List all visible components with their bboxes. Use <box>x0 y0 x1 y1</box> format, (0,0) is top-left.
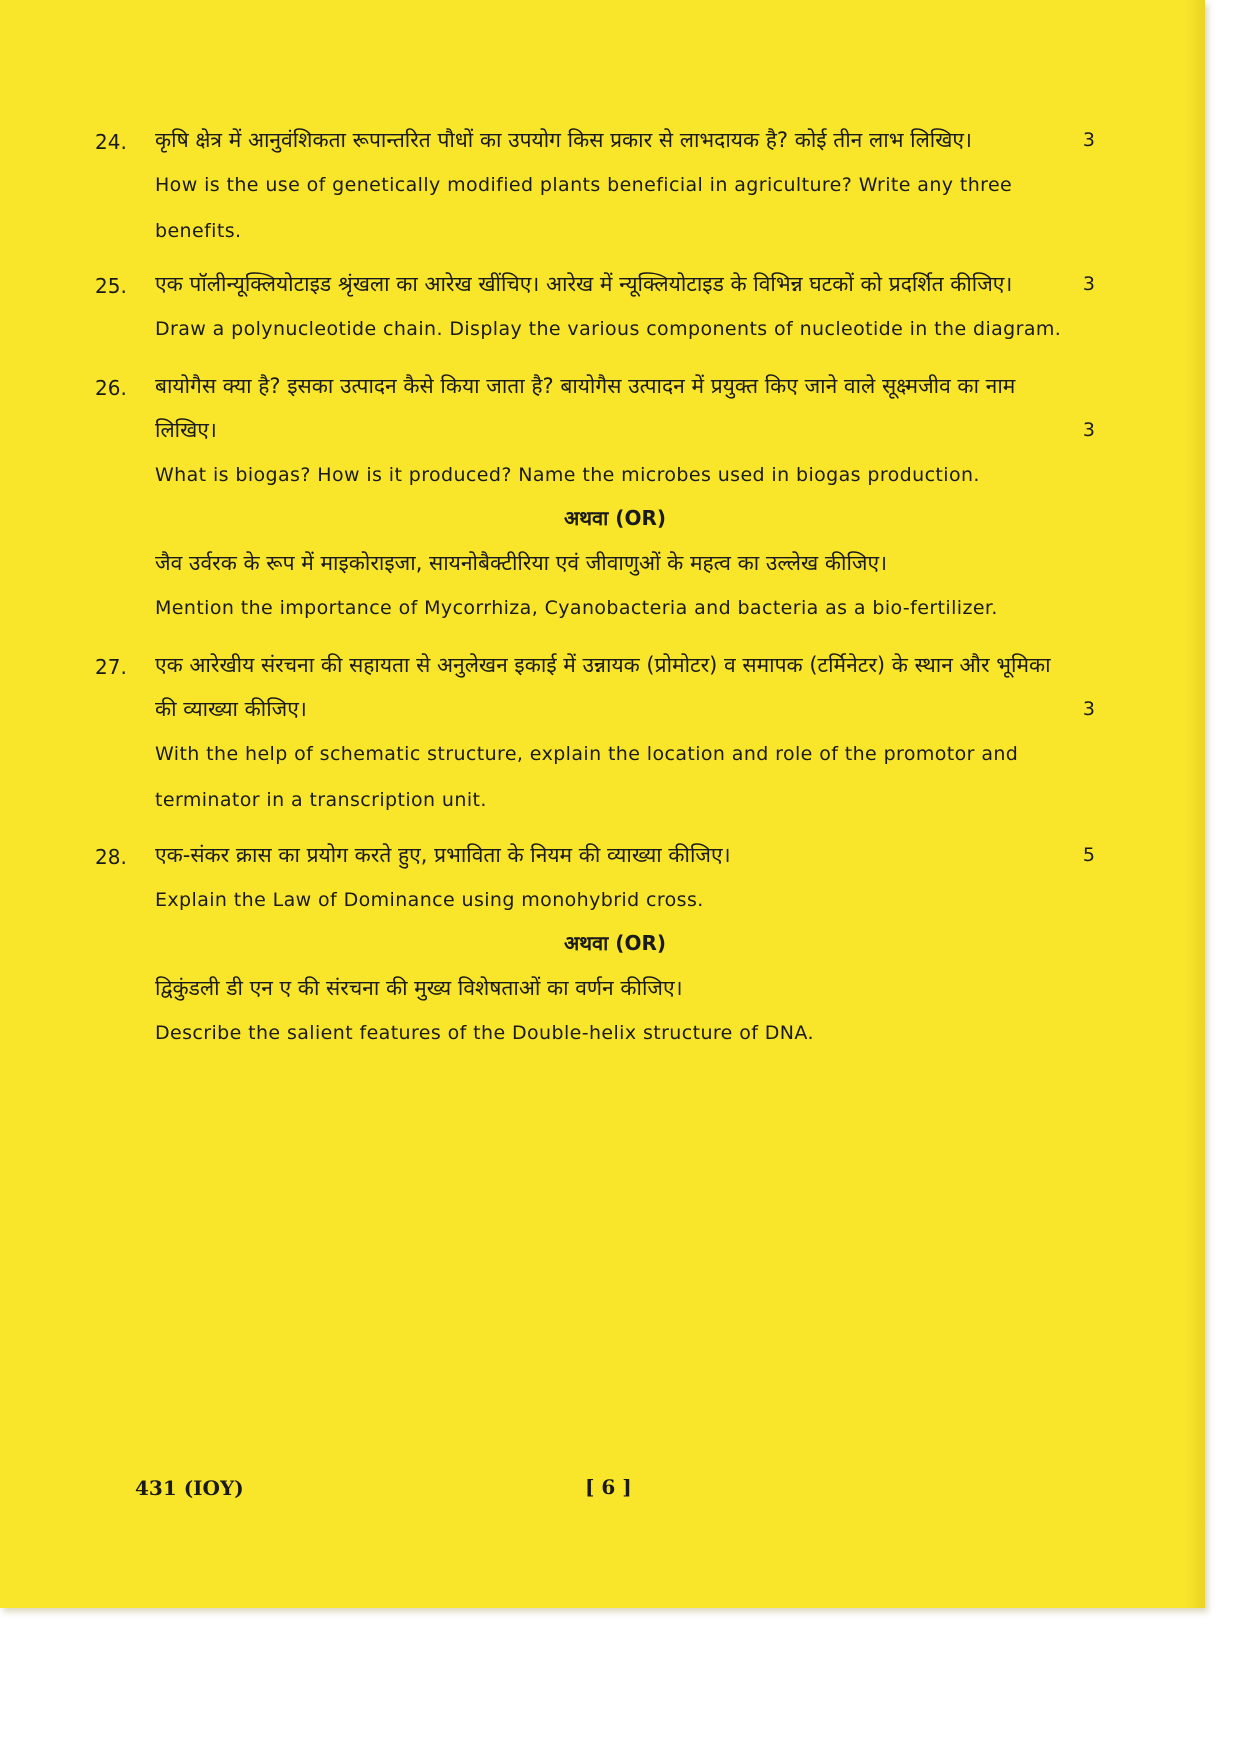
marks: 3 <box>1082 419 1095 441</box>
question-26-alternative <box>95 541 1075 631</box>
question-number: 27. <box>95 655 127 679</box>
questions-list <box>95 118 1095 1056</box>
question-text-english: With the help of schematic structure, explain the location and role of the promotor and terminator in a transcription unit. <box>155 743 1019 811</box>
alternative-text-hindi: द्विकुंडली डी एन ए की संरचना की मुख्य विशेषताओं का वर्णन कीजिए। <box>155 976 683 1000</box>
question-number: 25. <box>95 274 127 298</box>
marks: 3 <box>1082 698 1095 720</box>
question-text-hindi: एक-संकर क्रास का प्रयोग करते हुए, प्रभाविता के नियम की व्याख्या कीजिए। 5 <box>155 833 1075 877</box>
or-separator: अथवा (OR) <box>563 506 666 530</box>
question-text-hindi: कृषि क्षेत्र में आनुवंशिकता रूपान्तरित पौधों का उपयोग किस प्रकार से लाभदायक है? कोई तीन लाभ लिखिए। 3 <box>155 118 1075 162</box>
question-text-hindi: एक पॉलीन्यूक्लियोटाइड श्रृंखला का आरेख खींचिए। आरेख में न्यूक्लियोटाइड के विभिन्न घटकों को प्रदर्शित कीजिए। 3 <box>155 262 1075 306</box>
alternative-text-english: Describe the salient features of the Double-helix structure of DNA. <box>155 1022 814 1044</box>
question-number: 28. <box>95 845 127 869</box>
marks: 3 <box>1082 129 1095 151</box>
alternative-text-hindi: जैव उर्वरक के रूप में माइकोराइजा, सायनोबैक्टीरिया एवं जीवाणुओं के महत्व का उल्लेख कीजिए। <box>155 551 888 575</box>
question-text-english: What is biogas? How is it produced? Name the microbes used in biogas production. <box>155 464 980 486</box>
question-26 <box>95 364 1095 498</box>
question-text-english: Draw a polynucleotide chain. Display the various components of nucleotide in the diagram. <box>155 318 1062 340</box>
or-separator: अथवा (OR) <box>563 931 666 955</box>
question-text-english: Explain the Law of Dominance using monohybrid cross. <box>155 889 704 911</box>
question-text-english: How is the use of genetically modified plants beneficial in agriculture? Write any three benefits. <box>155 174 1013 242</box>
question-27 <box>95 643 1095 823</box>
question-24 <box>95 118 1095 254</box>
question-number: 26. <box>95 376 127 400</box>
question-text-hindi: एक आरेखीय संरचना की सहायता से अनुलेखन इकाई में उन्नायक (प्रोमोटर) व समापक (टर्मिनेटर) के स्थान और भूमिका की व्याख्या कीजिए। 3 <box>155 643 1075 731</box>
question-25 <box>95 262 1095 352</box>
question-28 <box>95 833 1095 923</box>
question-text-hindi: बायोगैस क्या है? इसका उत्पादन कैसे किया जाता है? बायोगैस उत्पादन में प्रयुक्त किए जाने वाले सूक्ष्मजीव का नाम लिखिए। 3 <box>155 364 1075 452</box>
marks: 3 <box>1082 273 1095 295</box>
question-number: 24. <box>95 130 127 154</box>
marks: 5 <box>1082 844 1095 866</box>
alternative-text-english: Mention the importance of Mycorrhiza, Cyanobacteria and bacteria as a bio-fertilizer. <box>155 597 998 619</box>
page-number: [ 6 ] <box>585 1475 632 1499</box>
paper-code: 431 (IOY) <box>135 1476 244 1500</box>
question-28-alternative <box>95 966 1075 1056</box>
